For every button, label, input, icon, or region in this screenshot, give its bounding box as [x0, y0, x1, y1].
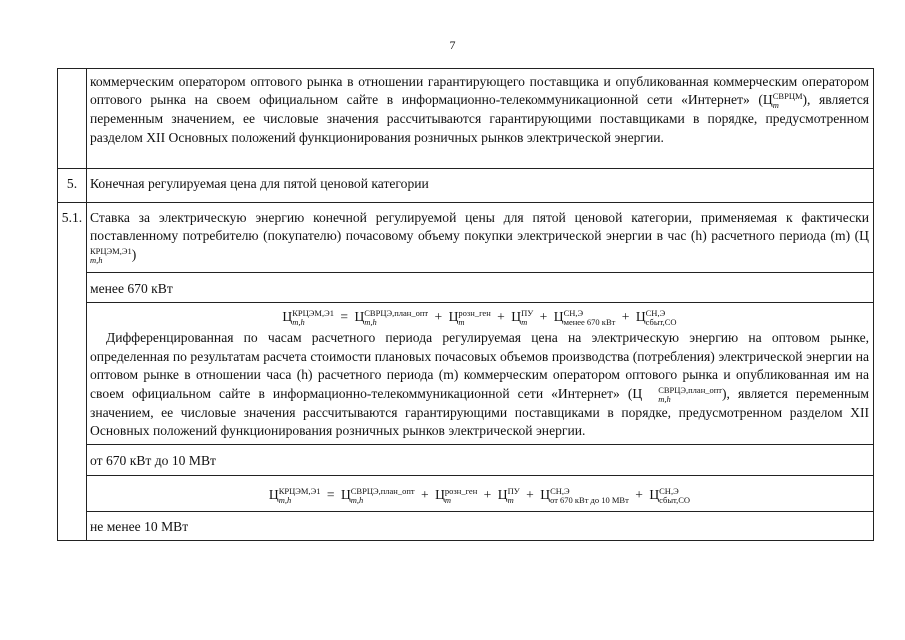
- plus-sign: +: [526, 486, 534, 502]
- row-number-cell: [58, 69, 87, 169]
- symbol-superscript: КРЦЭМ,Э1: [90, 245, 132, 256]
- symbol-ts: Ц: [448, 309, 459, 325]
- index-sub: менее 670 кВт: [563, 317, 616, 328]
- term-index: [521, 309, 533, 327]
- price-definition: [90, 329, 869, 440]
- band-label: от 670 кВт до 10 МВт: [87, 445, 874, 475]
- lhs-index: [292, 309, 334, 327]
- index-sup: КРЦЭМ,Э1: [292, 308, 334, 319]
- symbol-subscript: m: [772, 100, 779, 111]
- term-index: [550, 487, 629, 505]
- plus-sign: +: [434, 309, 443, 325]
- row-content-cell: [87, 203, 874, 273]
- symbol-ts: Ц: [435, 486, 445, 502]
- table-row: [58, 445, 874, 475]
- symbol-ts: Ц: [635, 309, 646, 325]
- symbol-ts: Ц: [282, 309, 293, 325]
- symbol-index: [90, 247, 132, 265]
- formula: [90, 305, 869, 329]
- rate-description: Ставка за электрическую энергию конечной регулируемой цены для пятой ценовой категории, применяемая к фактически поставленному потребителю (покупателю) почасовому объему покупки электрической энергии в час (h) расчетного периода (m) (Ц: [90, 210, 869, 244]
- rate-description-tail: ): [131, 246, 137, 262]
- symbol-ts: Ц: [553, 309, 564, 325]
- index-sup: СН,Э: [645, 308, 666, 319]
- index-sub: m,h: [364, 317, 377, 328]
- index-sup: СВРЦЭ,план_опт: [350, 485, 415, 496]
- table-row: [58, 273, 874, 303]
- index-sup: розн_ген: [444, 485, 478, 496]
- index-sup: СВРЦЭ,план_опт: [364, 308, 429, 319]
- plus-sign: +: [483, 486, 492, 502]
- index-sub: m: [458, 317, 465, 328]
- row-number: 5.1.: [58, 203, 87, 541]
- symbol-ts: Ц: [540, 486, 551, 502]
- index-sub: m: [521, 317, 528, 328]
- term-index: [646, 309, 677, 327]
- term-index: [364, 309, 428, 327]
- tariff-table: [57, 68, 874, 541]
- band-label: не менее 10 МВт: [87, 511, 874, 540]
- definition-text-tail: ), является переменным значением, ее числовые значения рассчитываются гарантирующими поставщиками в порядке, предусмотренном разделом XII Основных положений функционирования розничных рынков электрической энергии.: [90, 385, 869, 439]
- symbol-ts: Ц: [268, 486, 279, 502]
- term-index: [508, 487, 520, 505]
- formula-cell: [87, 475, 874, 511]
- symbol-ts: Ц: [511, 309, 522, 325]
- symbol-ts: Ц: [649, 486, 660, 502]
- page-number: 7: [449, 38, 456, 52]
- index-sup: розн_ген: [458, 308, 491, 319]
- table-row: [58, 303, 874, 445]
- formula-cell: [87, 303, 874, 445]
- lhs-index: [279, 487, 321, 505]
- table-row: [58, 475, 874, 511]
- index-sub: m,h: [350, 494, 364, 505]
- formula: [90, 480, 869, 507]
- index-sup: СН,Э: [659, 485, 679, 496]
- band-label: менее 670 кВт: [87, 273, 874, 303]
- row-content-cell: [87, 69, 874, 169]
- index-sub: сбыт,СО: [659, 494, 691, 505]
- row-title: Конечная регулируемая цена для пятой ценовой категории: [87, 169, 874, 203]
- index-sub: m: [444, 494, 452, 505]
- index-sub: m: [507, 494, 514, 505]
- term-index: [659, 487, 690, 505]
- equals-sign: =: [340, 309, 349, 325]
- index-sub: m,h: [278, 494, 292, 505]
- continued-text-tail: ), является переменным значением, ее числовые значения рассчитываются гарантирующими поставщиками в порядке, предусмотренном разделом XII Основных положений функционирования розничных рынков электрической энергии.: [90, 92, 869, 145]
- index-sup: СН,Э: [550, 485, 570, 496]
- index-sub: сбыт,СО: [645, 317, 677, 328]
- table-row: [58, 69, 874, 169]
- row-number: 5.: [58, 169, 87, 203]
- term-index: [458, 309, 490, 327]
- symbol-subscript: m,h: [658, 393, 671, 404]
- symbol-index: [642, 386, 722, 404]
- definition-text: Дифференцированная по часам расчетного периода регулируемая цена на электрическую энергию на оптовом рынке, определенная по результатам расчета стоимости плановых почасовых объемов производства (потребления) электрической энергии на оптовом рынке в отношении часа (h) расчетного периода (m) коммерческим оператором оптового рынка и опубликованная им на своем официальном сайте в информационно-телекоммуникационной сети «Интернет» (Ц: [90, 330, 869, 401]
- plus-sign: +: [539, 309, 548, 325]
- table-row: [58, 169, 874, 203]
- plus-sign: +: [421, 486, 429, 502]
- index-sup: ПУ: [521, 308, 534, 319]
- index-sup: СН,Э: [563, 308, 584, 319]
- plus-sign: +: [621, 309, 630, 325]
- symbol-subscript: m,h: [90, 254, 103, 265]
- symbol-superscript: СВРЦЭ,план_опт: [658, 384, 723, 395]
- index-sub: m,h: [292, 317, 305, 328]
- symbol-ts: Ц: [354, 309, 365, 325]
- index-sub: от 670 кВт до 10 МВт: [550, 494, 629, 505]
- symbol-ts: Ц: [340, 486, 351, 502]
- term-index: [351, 487, 415, 505]
- index-sup: ПУ: [507, 485, 520, 496]
- equals-sign: =: [326, 486, 335, 502]
- term-index: [564, 309, 616, 327]
- table-row: [58, 511, 874, 540]
- plus-sign: +: [497, 309, 505, 325]
- plus-sign: +: [635, 486, 643, 502]
- symbol-index: [773, 92, 803, 110]
- term-index: [445, 487, 477, 505]
- table-row: [58, 203, 874, 273]
- symbol-superscript: СВРЦМ: [772, 91, 803, 102]
- continued-text: коммерческим оператором оптового рынка в отношении гарантирующего поставщика и опубликованная коммерческим оператором оптового рынка на своем официальном сайте в информационно-телекоммуникационной сети «Интернет» (Ц: [90, 74, 869, 108]
- symbol-ts: Ц: [497, 486, 508, 502]
- index-sup: КРЦЭМ,Э1: [278, 485, 321, 496]
